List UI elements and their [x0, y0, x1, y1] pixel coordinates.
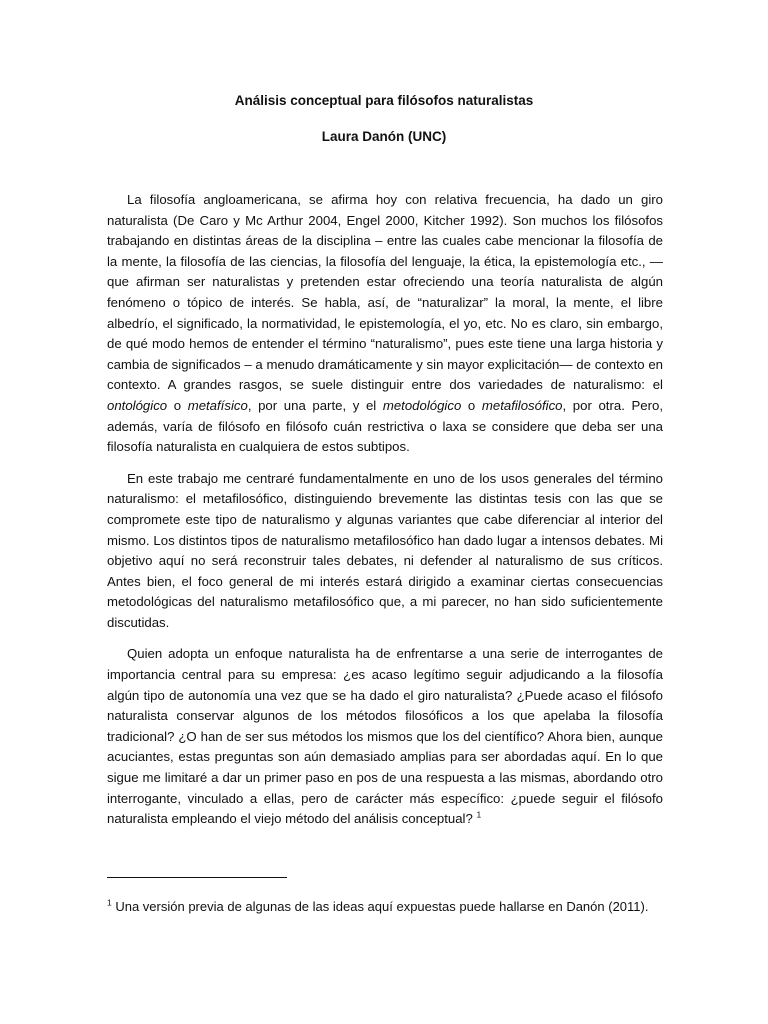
paragraph-1-conj-1: o	[167, 397, 188, 413]
paragraph-3	[107, 644, 663, 829]
document-author: Laura Danón (UNC)	[321, 129, 447, 144]
footnote-separator	[107, 877, 287, 878]
footnote-reference[interactable]: 1	[476, 809, 482, 820]
term-metodologico: metodológico	[382, 397, 462, 413]
footnote-marker: 1	[107, 897, 112, 908]
document-body	[107, 190, 663, 841]
paragraph-1	[107, 190, 663, 458]
document-title: Análisis conceptual para filósofos naturalistas	[234, 93, 534, 108]
term-metafilosofico: metafilosófico	[481, 397, 563, 413]
term-metafisico: metafísico	[187, 397, 248, 413]
paragraph-1-mid: , por una parte, y el	[247, 397, 383, 413]
paragraph-3-text: Quien adopta un enfoque naturalista ha de enfrentarse a una serie de interrogantes de importancia central para su empresa: ¿es acaso legítimo seguir adjudicando a la filosofía algún tipo de autonomía una vez que se ha dado el giro naturalista? ¿Puede acaso el filósofo naturalista conservar algunos de los métodos filosóficos a los que apelaba la filosofía tradicional? ¿O han de ser sus métodos los mismos que los del científico? Ahora bien, aunque acuciantes, estas preguntas son aún demasiado amplias para ser abordadas aquí. En lo que sigue me limitaré a dar un primer paso en pos de una respuesta a las mismas, abordando otro interrogante, vinculado a ellas, pero de carácter más específico: ¿puede seguir el filósofo naturalista empleando el viejo método del análisis conceptual?	[107, 646, 663, 827]
paragraph-1-end: , por otra. Pero, además, varía de filósofo en filósofo cuán restrictiva o laxa se considere que deba ser una filosofía naturalista en cualquiera de estos subtipos.	[107, 397, 664, 455]
paragraph-2: En este trabajo me centraré fundamentalmente en uno de los usos generales del término naturalismo: el metafilosófico, distinguiendo brevemente las distintas tesis con las que se compromete este tipo de naturalismo y algunas variantes que cabe diferenciar al interior del mismo. Los distintos tipos de naturalismo metafilosófico han dado lugar a intensos debates. Mi objetivo aquí no será reconstruir tales debates, ni defender al naturalismo de sus críticos. Antes bien, el foco general de mi interés estará dirigido a examinar ciertas consecuencias metodológicas del naturalismo metafilosófico que, a mi parecer, no han sido suficientemente discutidas.	[107, 470, 663, 630]
paragraph-1-text: La filosofía angloamericana, se afirma hoy con relativa frecuencia, ha dado un giro naturalista (De Caro y Mc Arthur 2004, Engel 2000, Kitcher 1992). Son muchos los filósofos trabajando en distintas áreas de la disciplina – entre las cuales cabe mencionar la filosofía de la mente, la filosofía de las ciencias, la filosofía del lenguaje, la ética, la epistemología etc., — que afirman ser naturalistas y pretenden estar ofreciendo una teoría naturalista de algún fenómeno o tópico de interés. Se habla, así, de “naturalizar” la moral, la mente, el libre albedrío, el significado, la normatividad, le epistemología, el yo, etc. No es claro, sin embargo, de qué modo hemos de entender el término “naturalismo”, pues este tiene una larga historia y cambia de significados – a menudo dramáticamente y sin mayor explicitación— de contexto en contexto. A grandes rasgos, se suele distinguir entre dos variedades de naturalismo: el	[107, 192, 663, 393]
footnote	[107, 899, 667, 914]
term-ontologico: ontológico	[107, 397, 168, 413]
footnote-text: Una versión previa de algunas de las ideas aquí expuestas puede hallarse en Danón (2011).	[111, 899, 649, 914]
paragraph-1-conj-2: o	[461, 397, 482, 413]
